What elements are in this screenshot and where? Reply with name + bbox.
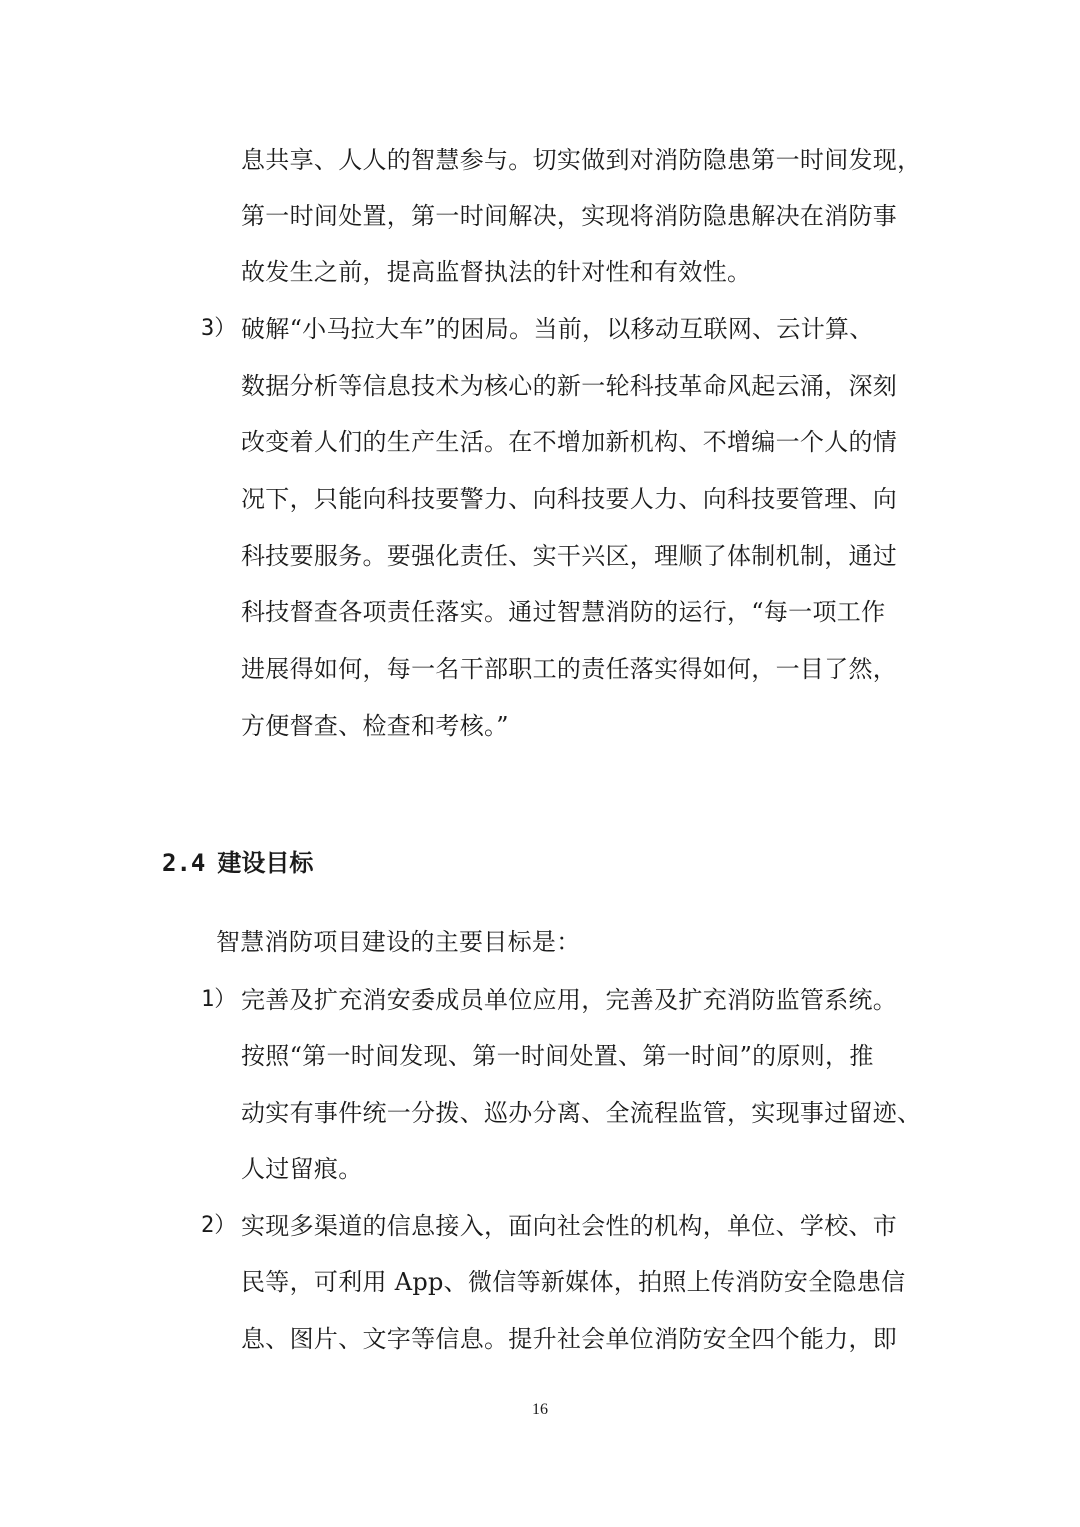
body-text-line: 人过留痕。 bbox=[241, 1155, 363, 1183]
body-text-line: 实现多渠道的信息接入，面向社会性的机构，单位、学校、市 bbox=[241, 1212, 898, 1240]
body-text-line: 动实有事件统一分拨、巡办分离、全流程监管，实现事过留迹、 bbox=[241, 1099, 922, 1127]
section-heading bbox=[162, 845, 313, 881]
body-text-line: 况下，只能向科技要警力、向科技要人力、向科技要管理、向 bbox=[241, 485, 898, 513]
body-text-line: 息、图片、文字等信息。提升社会单位消防安全四个能力，即 bbox=[241, 1325, 898, 1353]
body-text-line: 按照“第一时间发现、第一时间处置、第一时间”的原则，推 bbox=[241, 1042, 874, 1070]
list-item-number: 2） bbox=[201, 1213, 237, 1238]
body-text-line: 科技要服务。要强化责任、实干兴区，理顺了体制机制，通过 bbox=[241, 542, 898, 570]
page-number: 16 bbox=[532, 1401, 548, 1418]
section-title: 建设目标 bbox=[217, 849, 314, 877]
body-text-line: 第一时间处置，第一时间解决，实现将消防隐患解决在消防事 bbox=[241, 202, 898, 230]
body-text-line: 方便督查、检查和考核。” bbox=[241, 712, 509, 740]
section-number: 2.4 bbox=[162, 849, 206, 877]
body-text-line: 进展得如何，每一名干部职工的责任落实得如何，一目了然， bbox=[241, 655, 898, 683]
body-text-line: 改变着人们的生产生活。在不增加新机构、不增编一个人的情 bbox=[241, 428, 898, 456]
body-text-line: 息共享、人人的智慧参与。切实做到对消防隐患第一时间发现， bbox=[241, 146, 922, 174]
body-text-line: 科技督查各项责任落实。通过智慧消防的运行，“每一项工作 bbox=[241, 598, 886, 626]
body-text-line: 故发生之前，提高监督执法的针对性和有效性。 bbox=[241, 258, 752, 286]
list-item-number: 3） bbox=[201, 316, 237, 341]
section-intro: 智慧消防项目建设的主要目标是： bbox=[216, 928, 581, 956]
body-text-line: 破解“小马拉大车”的困局。当前，以移动互联网、云计算、 bbox=[241, 315, 874, 343]
body-text-line: 完善及扩充消安委成员单位应用，完善及扩充消防监管系统。 bbox=[241, 986, 898, 1014]
body-text-line: 民等，可利用 App、微信等新媒体，拍照上传消防安全隐患信 bbox=[241, 1268, 906, 1296]
list-item-number: 1） bbox=[201, 987, 237, 1012]
body-text-line: 数据分析等信息技术为核心的新一轮科技革命风起云涌，深刻 bbox=[241, 372, 898, 400]
